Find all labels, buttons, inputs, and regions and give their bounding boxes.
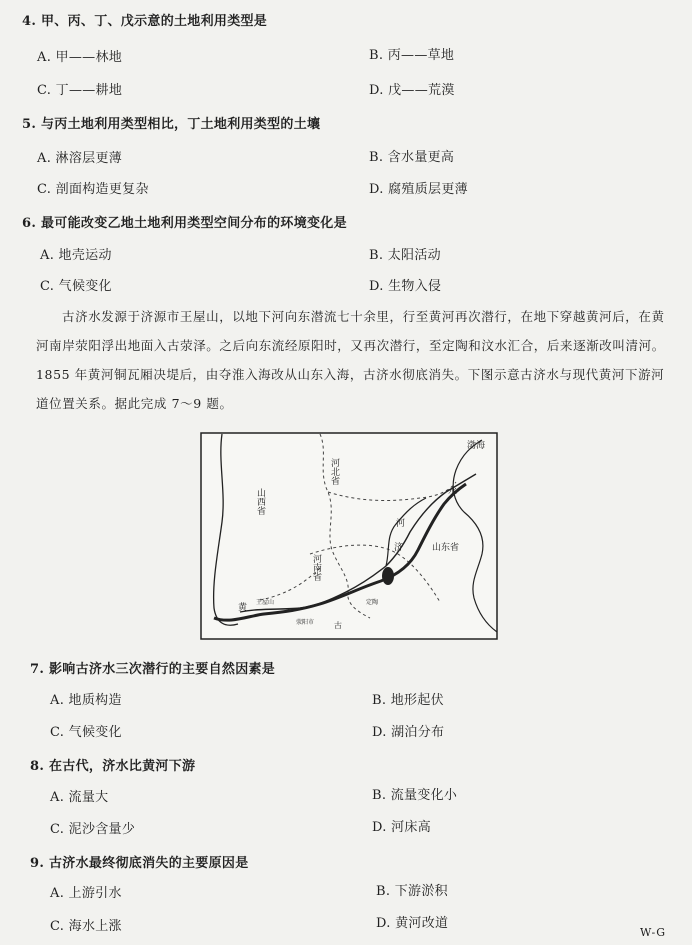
label-ji-a: 河 (396, 519, 406, 529)
label-huang: 黄 (238, 603, 248, 613)
q9-stem: 9. 古济水最终彻底消失的主要原因是 (30, 856, 249, 871)
q9-option-c[interactable]: C. 海水上涨 (50, 919, 122, 934)
q7-stem: 7. 影响古济水三次潜行的主要自然因素是 (30, 662, 276, 677)
q6-option-a[interactable]: A. 地壳运动 (40, 248, 112, 263)
q8-option-c[interactable]: C. 泥沙含量少 (50, 822, 136, 837)
q6-option-b[interactable]: B. 太阳活动 (369, 248, 441, 263)
q5-option-d[interactable]: D. 腐殖质层更薄 (369, 182, 468, 197)
q5-option-b[interactable]: B. 含水量更高 (369, 150, 455, 165)
q4-option-d[interactable]: D. 戊——荒漠 (369, 83, 455, 98)
q7-option-b[interactable]: B. 地形起伏 (372, 693, 444, 708)
q5-option-a[interactable]: A. 淋溶层更薄 (37, 151, 123, 166)
q5-stem: 5. 与丙土地利用类型相比，丁土地利用类型的土壤 (22, 117, 321, 132)
q7-option-c[interactable]: C. 气候变化 (50, 725, 122, 740)
q6-stem: 6. 最可能改变乙地土地利用类型空间分布的环境变化是 (22, 216, 347, 231)
label-shui: 水 (448, 487, 458, 497)
q7-option-d[interactable]: D. 湖泊分布 (372, 725, 445, 740)
ancient-lake (382, 567, 394, 585)
q8-option-d[interactable]: D. 河床高 (372, 820, 432, 835)
q8-option-b[interactable]: B. 流量变化小 (372, 788, 458, 803)
jishui-yellow-river-map (200, 432, 498, 640)
label-henan: 河南省 (311, 554, 321, 581)
q6-option-c[interactable]: C. 气候变化 (40, 279, 112, 294)
label-gu: 古 (334, 621, 342, 630)
q4-option-c[interactable]: C. 丁——耕地 (37, 83, 123, 98)
passage-text: 古济水发源于济源市王屋山，以地下河向东潜流七十余里，行至黄河再次潜行，在地下穿越黄河后，在黄河南岸荥阳浮出地面入古荥泽。之后向东流经原阳时，又再次潜行，至定陶和汶水汇合，后来逐渐改叫清河。1855 年黄河铜瓦厢决堤后，由夺淮入海改从山东入海，古济水彻底消失。下图示意古济水与现代黄河下游河道位置关系。据此完成 7～9 题。 (36, 309, 665, 411)
q4-option-a[interactable]: A. 甲——林地 (37, 50, 123, 65)
label-shanxi: 山西省 (255, 488, 265, 515)
label-dingtao: 定陶 (366, 599, 379, 606)
label-ji-b: 济 (394, 543, 404, 553)
page-footer-code: W-G (639, 926, 666, 939)
label-bohai: 渤海 (467, 441, 486, 451)
q9-option-b[interactable]: B. 下游淤积 (376, 884, 448, 899)
q5-option-c[interactable]: C. 剖面构造更复杂 (37, 182, 149, 197)
label-hebei: 河北省 (329, 458, 339, 485)
label-wangwu: 王屋山 (256, 599, 275, 606)
q9-option-d[interactable]: D. 黄河改道 (376, 916, 449, 931)
label-shandong: 山东省 (432, 543, 460, 553)
q4-stem: 4. 甲、丙、丁、戊示意的土地利用类型是 (22, 14, 268, 29)
q4-option-b[interactable]: B. 丙——草地 (369, 48, 455, 63)
q8-option-a[interactable]: A. 流量大 (50, 790, 109, 805)
q9-option-a[interactable]: A. 上游引水 (50, 886, 122, 901)
q7-option-a[interactable]: A. 地质构造 (50, 693, 122, 708)
q8-stem: 8. 在古代，济水比黄河下游 (30, 759, 196, 774)
q6-option-d[interactable]: D. 生物入侵 (369, 279, 442, 294)
label-xingyang: 荥阳市 (296, 619, 315, 626)
